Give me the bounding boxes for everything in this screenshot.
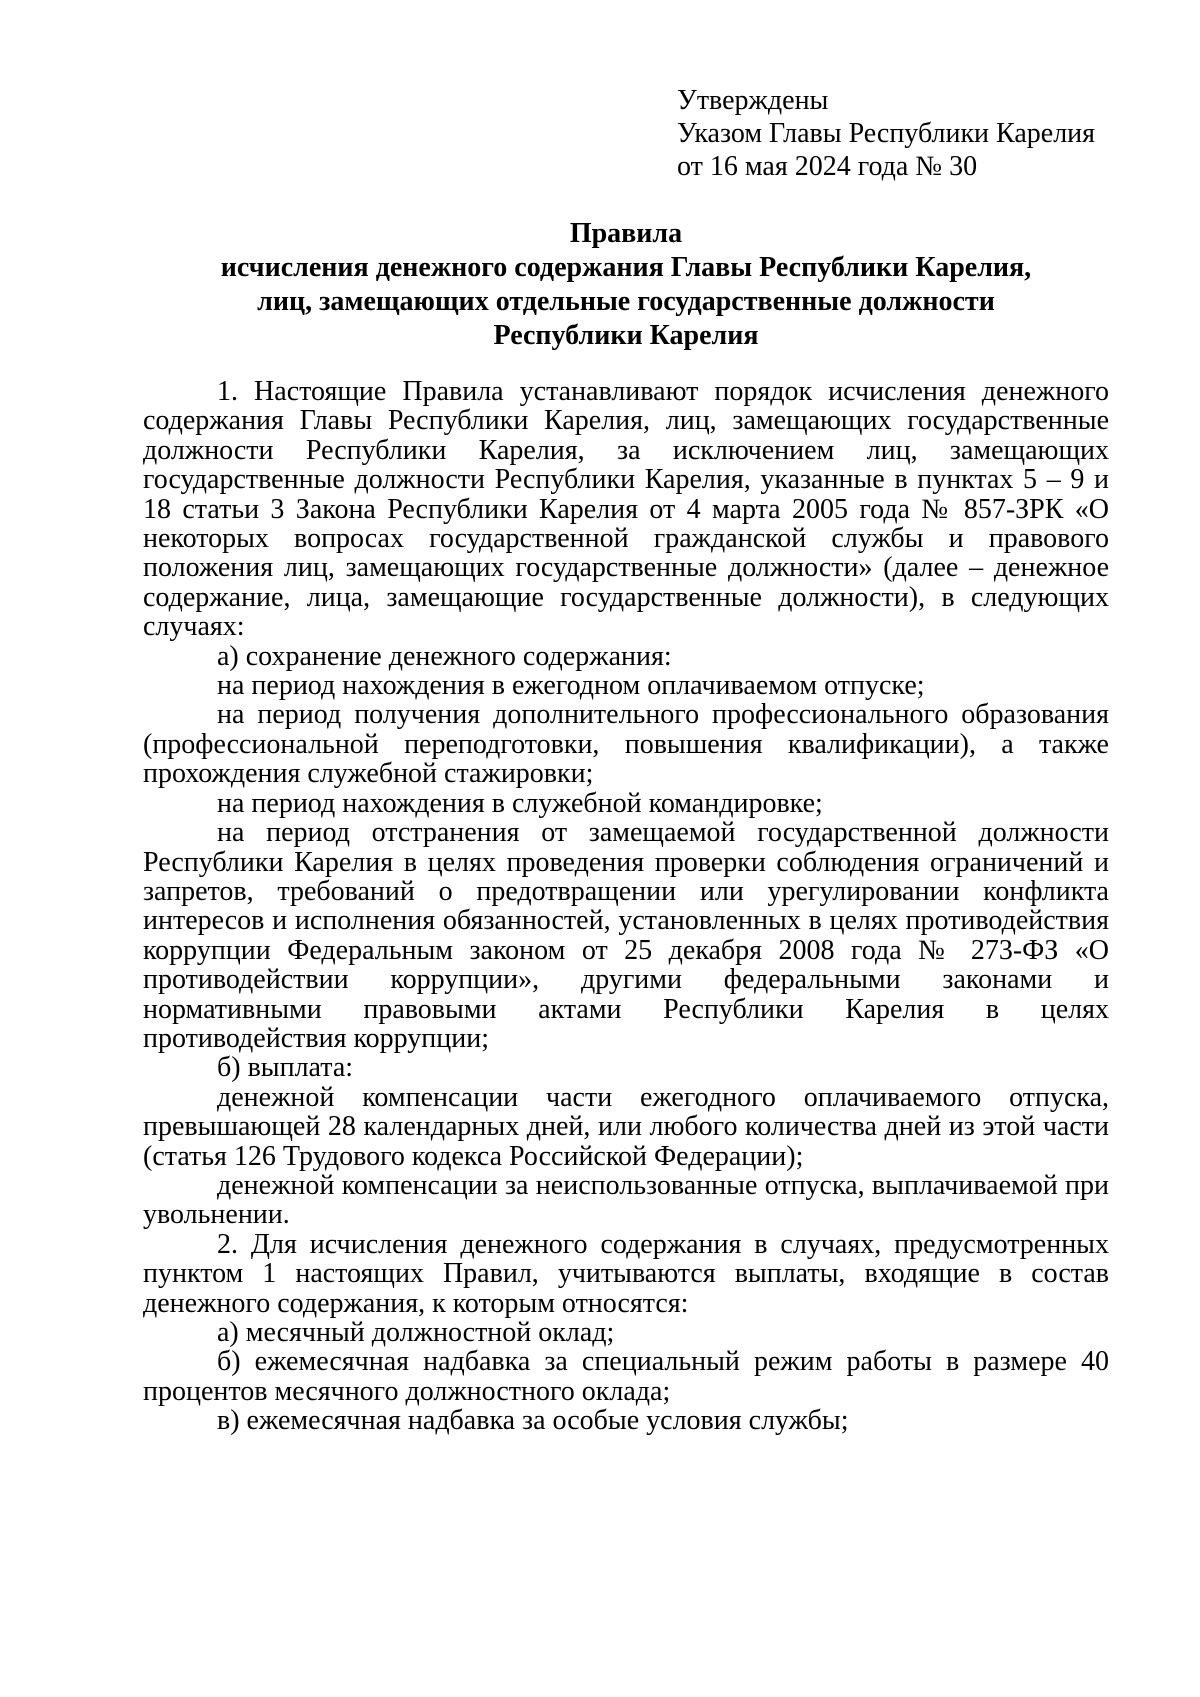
document-title (143, 217, 1109, 353)
title-line-3: лиц, замещающих отдельные государственные должности (257, 286, 995, 317)
paragraph-vacation: на период нахождения в ежегодном оплачиваемом отпуске; (217, 670, 925, 702)
paragraph-subclause-b: б) выплата: (217, 1052, 354, 1084)
paragraph-salary: а) месячный должностной оклад; (217, 1317, 615, 1348)
title-line-2: исчисления денежного содержания Главы Республики Карелия, (220, 252, 1032, 283)
document-body (143, 377, 1109, 1436)
paragraph-special-regime: б) ежемесячная надбавка за специальный режим работы в размере 40 процентов месячного должностного оклада; (143, 1346, 1109, 1407)
title-line-1: Правила (569, 218, 683, 249)
paragraph-clause-1: 1. Настоящие Правила устанавливают порядок исчисления денежного содержания Главы Республики Карелия, лиц, замещающих государственные должности Республики Карелия, за исключением лиц, замещающих государственные должности Республики Карелия, указанные в пунктах 5 – 9 и 18 статьи 3 Закона Республики Карелия от 4 марта 2005 года № 857-ЗРК «О некоторых вопросах государственной гражданской службы и правового положения лиц, замещающих государственные должности» (далее – денежное содержание, лица, замещающие государственные должности), в следующих случаях: (143, 376, 1109, 643)
approval-line-decree: Указом Главы Республики Карелия (677, 118, 1096, 149)
approval-line-approved: Утверждены (677, 85, 829, 116)
paragraph-subclause-a: а) сохранение денежного содержания: (217, 640, 672, 672)
paragraph-education: на период получения дополнительного профессионального образования (профессиональной переподготовки, повышения квалификации), а также прохождения служебной стажировки; (143, 699, 1109, 790)
paragraph-compensation-unused: денежной компенсации за неиспользованные отпуска, выплачиваемой при увольнении. (143, 1169, 1109, 1231)
paragraph-compensation-part: денежной компенсации части ежегодного оплачиваемого отпуска, превышающей 28 календарных дней, или любого количества дней из этой части (статья 126 Трудового кодекса Российской Федерации); (143, 1081, 1109, 1172)
approval-block (677, 84, 1177, 183)
paragraph-special-conditions: в) ежемесячная надбавка за особые условия службы; (217, 1405, 849, 1437)
approval-line-date: от 16 мая 2024 года № 30 (677, 151, 978, 182)
paragraph-clause-2: 2. Для исчисления денежного содержания в случаях, предусмотренных пунктом 1 настоящих Правил, учитываются выплаты, входящие в состав денежного содержания, к которым относятся: (143, 1228, 1109, 1319)
title-line-4: Республики Карелия (493, 320, 759, 351)
paragraph-business-trip: на период нахождения в служебной командировке; (217, 787, 823, 819)
paragraph-suspension: на период отстранения от замещаемой государственной должности Республики Карелия в целях проведения проверки соблюдения ограничений и запретов, требований о предотвращении или урегулировании конфликта интересов и исполнения обязанностей, установленных в целях противодействия коррупции Федеральным законом от 25 декабря 2008 года № 273-ФЗ «О противодействии коррупции», другими федеральными законами и нормативными правовыми актами Республики Карелия в целях противодействия коррупции; (143, 817, 1109, 1054)
